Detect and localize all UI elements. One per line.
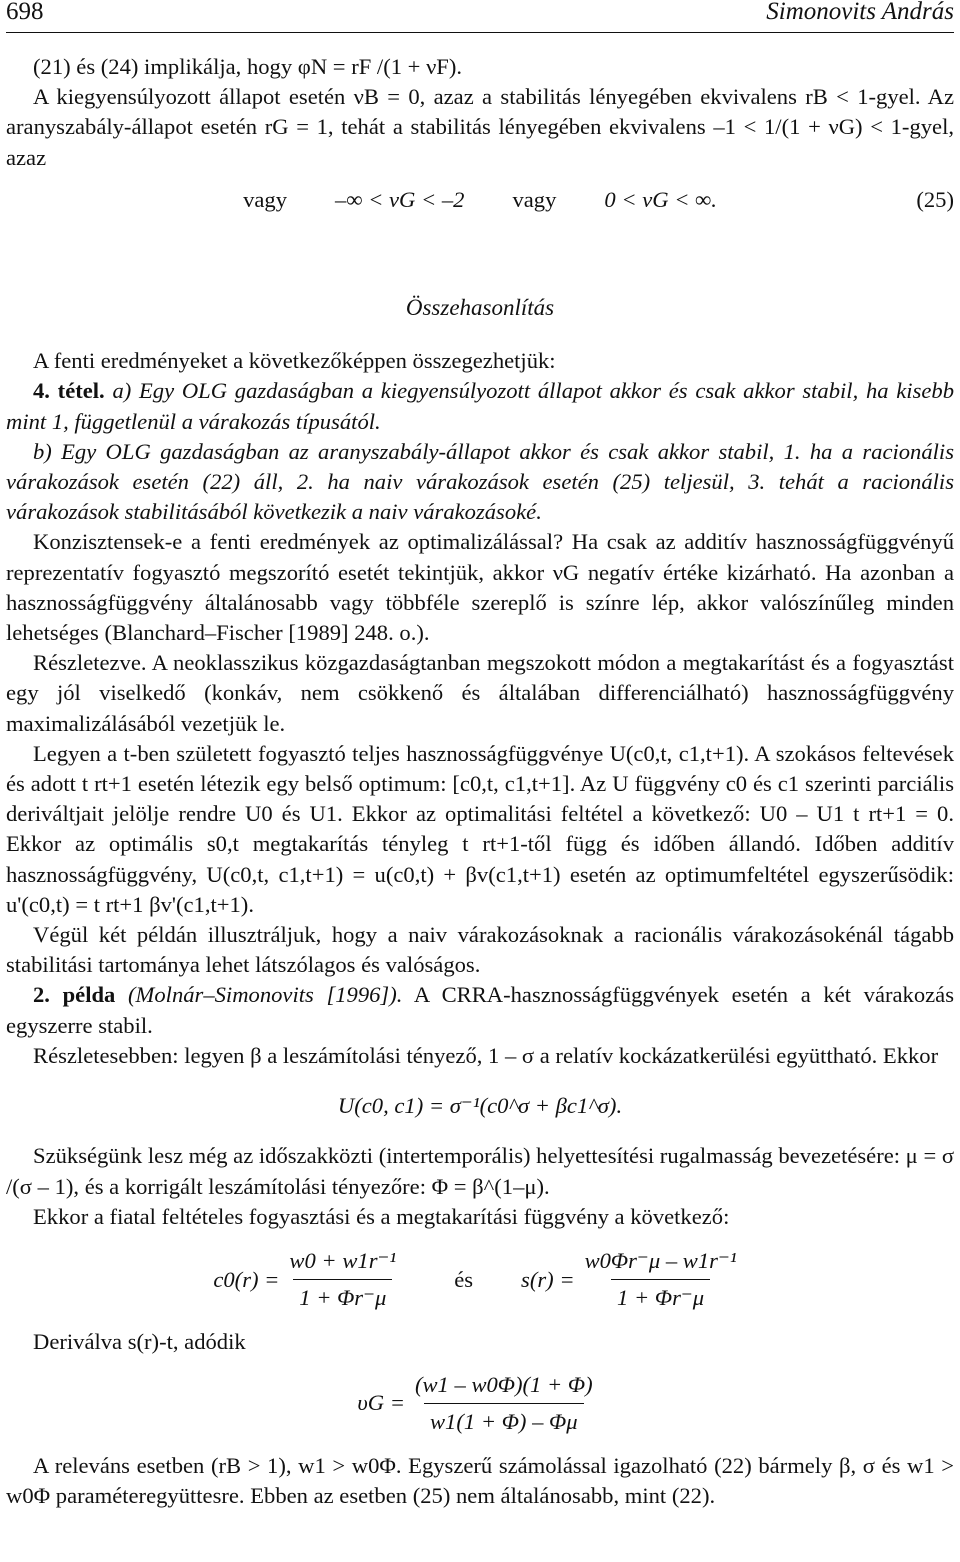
example-2: [6, 980, 954, 1040]
eq-c0-lhs: c0(r) =: [213, 1266, 280, 1292]
equation-number: (25): [916, 186, 954, 212]
eq-c0-denominator: 1 + Φr⁻μ: [293, 1279, 392, 1313]
paragraph-derivative: Deriválva s(r)-t, adódik: [33, 1329, 246, 1355]
article-body: [6, 52, 954, 1511]
equation-utility: [6, 1091, 954, 1121]
paragraph-stability: A kiegyensúlyozott állapot esetén νB = 0, azaz a stabilitás lényegében ekvivalens rB < 1-gyel. Az aranyszabály-állapot esetén rG = 1, tehát a stabilitás lényegében ekvivalens –1 < 1/(1 + νG) < 1-gyel, azaz: [6, 84, 954, 170]
paragraph-consistency: Konzisztensek-e a fenti eredmények az optimalizálással? Ha csak az additív hasznosságfüggvényű reprezentatív fogyasztó megszorító esetét tekintjük, akkor νG negatív értéke kizárható. Ha azonban a hasznosságfüggvény általánosabb vagy többféle szereplő is színre lép, akkor valószínűleg minden lehetséges (Blanchard–Fischer [1989] 248. o.).: [6, 529, 954, 646]
paragraph-summary: A fenti eredményeket a következőképpen összegezhetjük:: [33, 348, 556, 374]
example-text: A CRRA-hasznosságfüggvények esetén a két várakozás egyszerre stabil.: [6, 982, 954, 1038]
equation-upsilon: [6, 1370, 954, 1437]
eq25-right: 0 < νG < ∞.: [604, 186, 717, 212]
paragraph-implication: (21) és (24) implikálja, hogy φN = rF /(1 + νF).: [33, 54, 463, 79]
theorem-a-text: a) Egy OLG gazdaságban a kiegyensúlyozott állapot akkor és csak akkor stabil, ha kisebb mint 1, függetlenül a várakozás típusától.: [6, 378, 954, 434]
equation-25: [6, 185, 954, 215]
header-rule: [6, 32, 954, 33]
eq-u-denominator: w1(1 + Φ) – Φμ: [424, 1403, 584, 1437]
eq-s-fraction: [579, 1246, 743, 1313]
example-label: 2. példa: [33, 982, 116, 1008]
equation-utility-text: U(c0, c1) = σ⁻¹(c0^σ + βc1^σ).: [337, 1093, 623, 1119]
paragraph-parameters: Részletesebben: legyen β a leszámítolási tényező, 1 – σ a relatív kockázatkerülési együttható. Ekkor: [33, 1042, 939, 1068]
eq-c0-numerator: w0 + w1r⁻¹: [289, 1247, 397, 1273]
example-reference: (Molnár–Simonovits [1996]).: [128, 982, 403, 1008]
eq25-vagy-2: vagy: [512, 186, 557, 212]
paragraph-utility: Legyen a t-ben született fogyasztó teljes hasznosságfüggvénye U(c0,t, c1,t+1). A szokásos feltevések és adott t rt+1 esetén létezik egy belső optimum: [c0,t, c1,t+1]. Az U függvény c0 és c1 szerinti parciális deriváltjait jelölje rendre U0 és U1. Ekkor az optimalitási feltétel a következő: U0 – U1 t rt+1 = 0. Ekkor az optimális s0,t megtakarítás tényleg t rt+1-től függ és időben állandó. Időben additív hasznosságfüggvény, U(c0,t, c1,t+1) = u(c0,t) + βv(c1,t+1) esetén az optimumfeltétel egyszerűsödik: u'(c0,t) = t rt+1 βv'(c1,t+1).: [6, 740, 954, 917]
equation-consumption-saving: [6, 1246, 954, 1313]
eq-c0-fraction: [283, 1246, 402, 1313]
theorem-b: b) Egy OLG gazdaságban az aranyszabály-állapot akkor és csak akkor stabil, 1. ha a racionális várakozások esetén (22) áll, 2. ha naiv várakozások esetén (25) teljesül, 3. tehát a racionális várakozások stabilitásából következik a naiv várakozásoké.: [6, 438, 954, 525]
theorem-a: [6, 376, 954, 436]
running-author: Simonovits András: [766, 0, 954, 25]
running-header: [6, 0, 954, 28]
eq-s-numerator: w0Φr⁻μ – w1r⁻¹: [584, 1247, 737, 1273]
section-title: Összehasonlítás: [405, 295, 555, 321]
paragraph-details: Részletezve. A neoklasszikus közgazdaságtanban megszokott módon a megtakarítást és a fogyasztást egy jól viselkedő (konkáv, nem csökkenő és általában differenciálható) hasznosságfüggvény maximalizálásából vezetjük le.: [6, 650, 954, 736]
eq25-vagy-1: vagy: [243, 186, 288, 212]
eq25-left: –∞ < νG < –2: [335, 186, 465, 212]
eq-u-lhs: υG =: [357, 1390, 405, 1416]
paragraph-functions: Ekkor a fiatal feltételes fogyasztási és a megtakarítási függvény a következő:: [33, 1203, 730, 1229]
eq-u-numerator: (w1 – w0Φ)(1 + Φ): [414, 1371, 593, 1397]
theorem-label: 4. tétel.: [33, 378, 105, 404]
eq-es: és: [454, 1266, 474, 1292]
paragraph-examples: Végül két példán illusztráljuk, hogy a naiv várakozásoknak a racionális várakozásokénál tágabb stabilitási tartománya lehet látszólagos és valóságos.: [6, 922, 954, 978]
paragraph-relevant-case: A releváns esetben (rB > 1), w1 > w0Φ. Egyszerű számolással igazolható (22) bármely β, σ és w1 > w0Φ paraméteregyüttesre. Ebben az esetben (25) nem általánosabb, mint (22).: [6, 1452, 954, 1509]
paragraph-elasticity: Szükségünk lesz még az időszakközti (intertemporális) helyettesítési rugalmasság bevezetésére: μ = σ /(σ – 1), és a korrigált leszámítolási tényezőre: Φ = β^(1–μ).: [6, 1143, 955, 1199]
page-number: 698: [6, 0, 44, 25]
eq-s-lhs: s(r) =: [521, 1266, 575, 1292]
eq-s-denominator: 1 + Φr⁻μ: [611, 1279, 710, 1313]
eq-u-fraction: [409, 1370, 599, 1437]
